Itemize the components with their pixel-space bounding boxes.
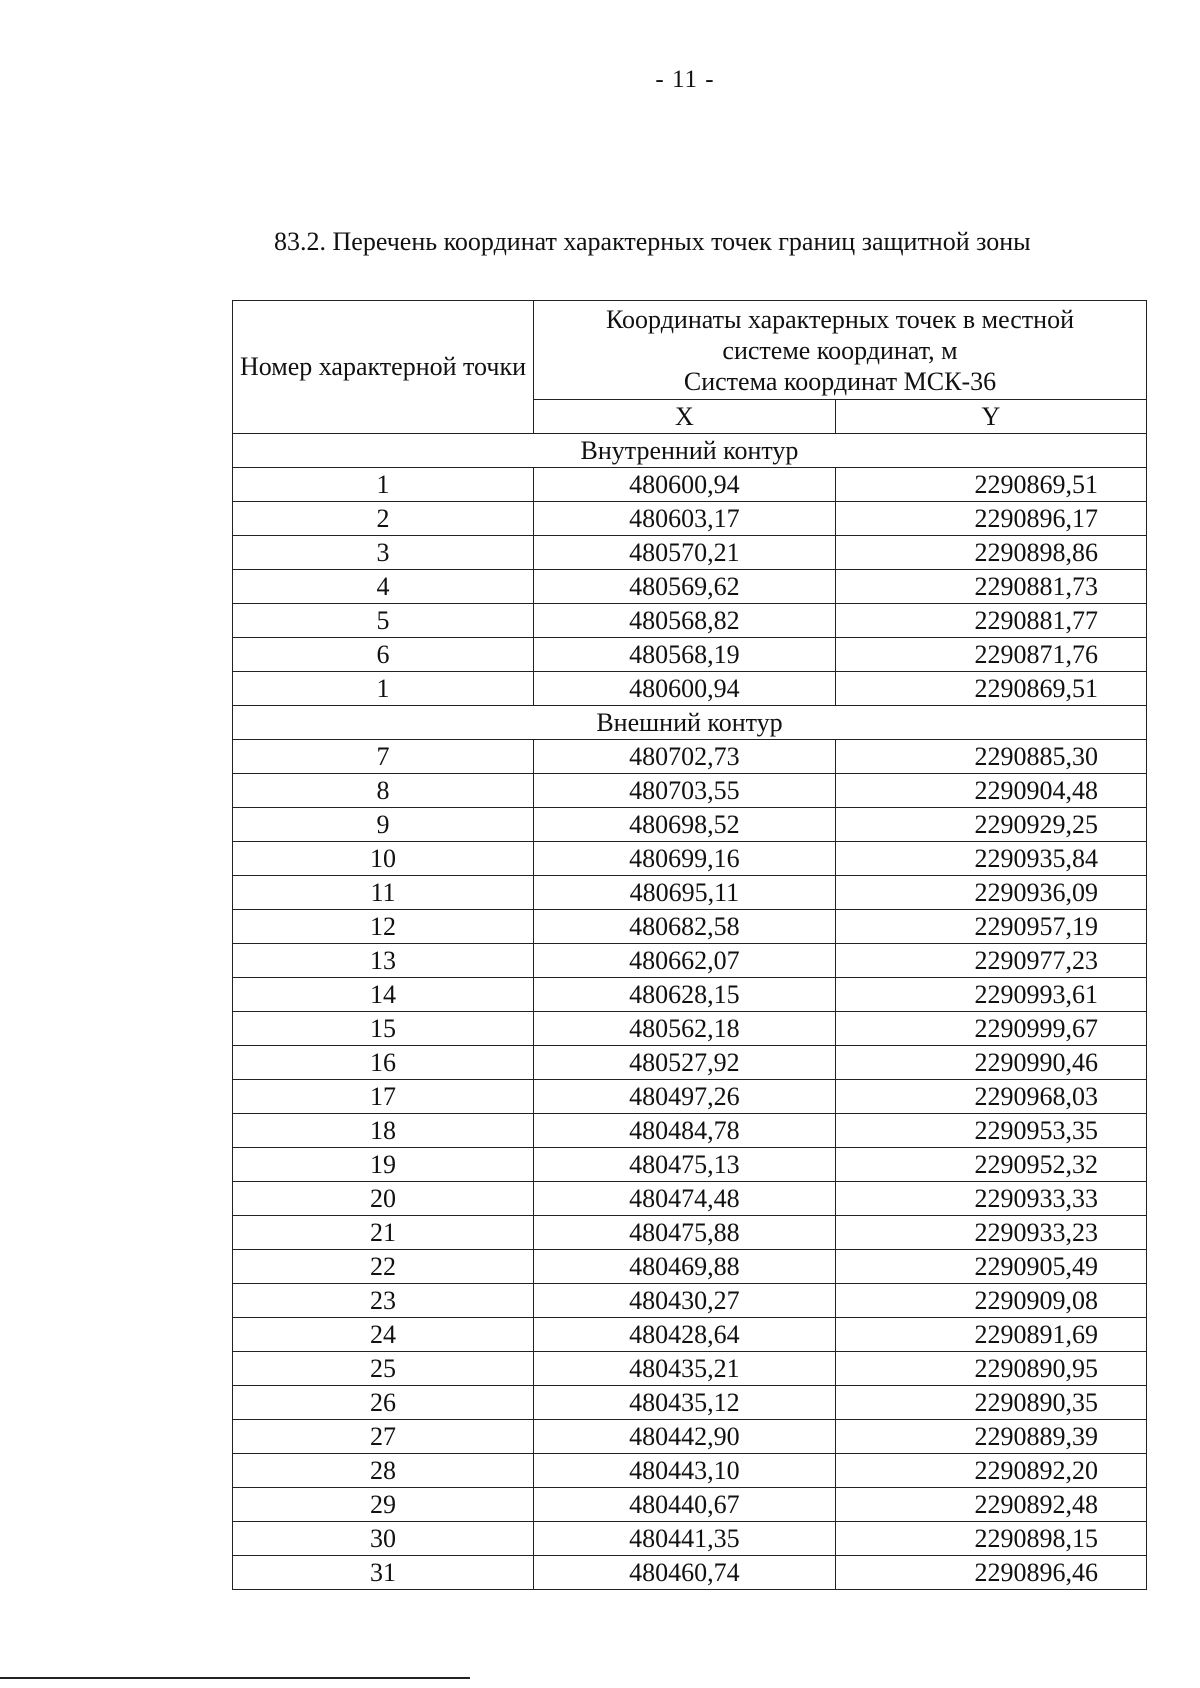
table-row xyxy=(233,1216,1147,1250)
table-row xyxy=(233,910,1147,944)
y-coordinate-cell: 2290871,76 xyxy=(835,638,1146,672)
point-number-cell: 5 xyxy=(233,604,534,638)
table-row xyxy=(233,1114,1147,1148)
point-number-cell: 22 xyxy=(233,1250,534,1284)
table-row xyxy=(233,944,1147,978)
y-coordinate-cell: 2290892,20 xyxy=(835,1454,1146,1488)
x-coordinate-cell: 480443,10 xyxy=(534,1454,836,1488)
point-number-cell: 16 xyxy=(233,1046,534,1080)
y-coordinate-cell: 2290881,73 xyxy=(835,570,1146,604)
coordinates-header-line2: системе координат, м xyxy=(722,335,958,365)
x-coordinate-cell: 480628,15 xyxy=(534,978,836,1012)
table-header-row xyxy=(233,301,1147,400)
coordinates-table xyxy=(232,300,1147,1590)
x-coordinate-cell: 480474,48 xyxy=(534,1182,836,1216)
point-number-cell: 28 xyxy=(233,1454,534,1488)
y-coordinate-cell: 2290935,84 xyxy=(835,842,1146,876)
y-coordinate-cell: 2290905,49 xyxy=(835,1250,1146,1284)
point-number-cell: 26 xyxy=(233,1386,534,1420)
y-coordinate-cell: 2290990,46 xyxy=(835,1046,1146,1080)
table-row xyxy=(233,1386,1147,1420)
coordinates-header-line1: Координаты характерных точек в местной xyxy=(605,304,1074,334)
y-coordinate-cell: 2290881,77 xyxy=(835,604,1146,638)
table-row xyxy=(233,672,1147,706)
coordinates-header xyxy=(534,301,1147,400)
x-coordinate-cell: 480435,12 xyxy=(534,1386,836,1420)
x-coordinate-cell: 480435,21 xyxy=(534,1352,836,1386)
x-coordinate-cell: 480475,88 xyxy=(534,1216,836,1250)
x-coordinate-cell: 480475,13 xyxy=(534,1148,836,1182)
table-row xyxy=(233,1046,1147,1080)
y-coordinate-cell: 2290936,09 xyxy=(835,876,1146,910)
point-number-cell: 29 xyxy=(233,1488,534,1522)
point-number-cell: 3 xyxy=(233,536,534,570)
y-coordinate-cell: 2290889,39 xyxy=(835,1420,1146,1454)
x-coordinate-cell: 480682,58 xyxy=(534,910,836,944)
point-number-cell: 27 xyxy=(233,1420,534,1454)
point-number-cell: 8 xyxy=(233,774,534,808)
x-coordinate-cell: 480469,88 xyxy=(534,1250,836,1284)
section-row xyxy=(233,434,1147,468)
y-coordinate-cell: 2290933,33 xyxy=(835,1182,1146,1216)
y-coordinate-cell: 2290890,95 xyxy=(835,1352,1146,1386)
bottom-rule xyxy=(0,1677,470,1679)
x-coordinate-cell: 480662,07 xyxy=(534,944,836,978)
y-coordinate-cell: 2290890,35 xyxy=(835,1386,1146,1420)
x-coordinate-cell: 480702,73 xyxy=(534,740,836,774)
table-row xyxy=(233,570,1147,604)
x-coordinate-cell: 480568,19 xyxy=(534,638,836,672)
x-coordinate-cell: 480569,62 xyxy=(534,570,836,604)
x-coordinate-cell: 480440,67 xyxy=(534,1488,836,1522)
table-row xyxy=(233,774,1147,808)
y-coordinate-cell: 2290869,51 xyxy=(835,468,1146,502)
point-number-cell: 12 xyxy=(233,910,534,944)
y-coordinate-cell: 2290898,86 xyxy=(835,536,1146,570)
table-row xyxy=(233,1454,1147,1488)
table-row xyxy=(233,468,1147,502)
y-coordinate-cell: 2290953,35 xyxy=(835,1114,1146,1148)
y-coordinate-cell: 2290993,61 xyxy=(835,978,1146,1012)
point-number-cell: 17 xyxy=(233,1080,534,1114)
point-number-cell: 10 xyxy=(233,842,534,876)
point-number-cell: 15 xyxy=(233,1012,534,1046)
table-row xyxy=(233,1012,1147,1046)
x-coordinate-cell: 480698,52 xyxy=(534,808,836,842)
x-coordinate-cell: 480600,94 xyxy=(534,468,836,502)
y-coordinate-cell: 2290896,46 xyxy=(835,1556,1146,1590)
point-number-cell: 14 xyxy=(233,978,534,1012)
point-number-header: Номер характерной точки xyxy=(233,301,534,434)
point-number-cell: 1 xyxy=(233,672,534,706)
y-coordinate-cell: 2290909,08 xyxy=(835,1284,1146,1318)
x-coordinate-cell: 480430,27 xyxy=(534,1284,836,1318)
x-coordinate-cell: 480484,78 xyxy=(534,1114,836,1148)
point-number-cell: 21 xyxy=(233,1216,534,1250)
table-row xyxy=(233,1522,1147,1556)
y-coordinate-cell: 2290885,30 xyxy=(835,740,1146,774)
y-coordinate-cell: 2290977,23 xyxy=(835,944,1146,978)
table-row xyxy=(233,1318,1147,1352)
table-row xyxy=(233,1556,1147,1590)
y-axis-header: Y xyxy=(835,400,1146,434)
coordinates-header-line3: Система координат МСК-36 xyxy=(683,366,997,396)
x-axis-header: X xyxy=(534,400,836,434)
table-row xyxy=(233,1352,1147,1386)
point-number-cell: 19 xyxy=(233,1148,534,1182)
section-title: 83.2. Перечень координат характерных точек границ защитной зоны xyxy=(274,227,1031,256)
point-number-cell: 2 xyxy=(233,502,534,536)
x-coordinate-cell: 480562,18 xyxy=(534,1012,836,1046)
y-coordinate-cell: 2290898,15 xyxy=(835,1522,1146,1556)
x-coordinate-cell: 480568,82 xyxy=(534,604,836,638)
point-number-cell: 25 xyxy=(233,1352,534,1386)
table-row xyxy=(233,876,1147,910)
page-number: - 11 - xyxy=(655,66,715,93)
point-number-cell: 30 xyxy=(233,1522,534,1556)
y-coordinate-cell: 2290891,69 xyxy=(835,1318,1146,1352)
section-row xyxy=(233,706,1147,740)
table-row xyxy=(233,740,1147,774)
y-coordinate-cell: 2290896,17 xyxy=(835,502,1146,536)
y-coordinate-cell: 2290892,48 xyxy=(835,1488,1146,1522)
table-row xyxy=(233,978,1147,1012)
table-row xyxy=(233,1284,1147,1318)
section-title-cell: Внешний контур xyxy=(233,706,1147,740)
point-number-cell: 1 xyxy=(233,468,534,502)
x-coordinate-cell: 480497,26 xyxy=(534,1080,836,1114)
table-row xyxy=(233,842,1147,876)
x-coordinate-cell: 480570,21 xyxy=(534,536,836,570)
table-row xyxy=(233,1080,1147,1114)
y-coordinate-cell: 2290999,67 xyxy=(835,1012,1146,1046)
table-row xyxy=(233,536,1147,570)
y-coordinate-cell: 2290904,48 xyxy=(835,774,1146,808)
table-row xyxy=(233,604,1147,638)
x-coordinate-cell: 480441,35 xyxy=(534,1522,836,1556)
point-number-cell: 7 xyxy=(233,740,534,774)
x-coordinate-cell: 480527,92 xyxy=(534,1046,836,1080)
point-number-cell: 11 xyxy=(233,876,534,910)
table-row xyxy=(233,1182,1147,1216)
x-coordinate-cell: 480603,17 xyxy=(534,502,836,536)
point-number-cell: 20 xyxy=(233,1182,534,1216)
x-coordinate-cell: 480460,74 xyxy=(534,1556,836,1590)
x-coordinate-cell: 480699,16 xyxy=(534,842,836,876)
y-coordinate-cell: 2290968,03 xyxy=(835,1080,1146,1114)
table-row xyxy=(233,638,1147,672)
x-coordinate-cell: 480600,94 xyxy=(534,672,836,706)
table-row xyxy=(233,502,1147,536)
y-coordinate-cell: 2290933,23 xyxy=(835,1216,1146,1250)
x-coordinate-cell: 480428,64 xyxy=(534,1318,836,1352)
y-coordinate-cell: 2290869,51 xyxy=(835,672,1146,706)
x-coordinate-cell: 480442,90 xyxy=(534,1420,836,1454)
point-number-cell: 6 xyxy=(233,638,534,672)
point-number-cell: 13 xyxy=(233,944,534,978)
point-number-cell: 31 xyxy=(233,1556,534,1590)
table-row xyxy=(233,808,1147,842)
table-row xyxy=(233,1148,1147,1182)
x-coordinate-cell: 480695,11 xyxy=(534,876,836,910)
x-coordinate-cell: 480703,55 xyxy=(534,774,836,808)
table-row xyxy=(233,1420,1147,1454)
point-number-cell: 23 xyxy=(233,1284,534,1318)
point-number-cell: 4 xyxy=(233,570,534,604)
point-number-cell: 9 xyxy=(233,808,534,842)
point-number-cell: 24 xyxy=(233,1318,534,1352)
point-number-cell: 18 xyxy=(233,1114,534,1148)
section-title-cell: Внутренний контур xyxy=(233,434,1147,468)
table-row xyxy=(233,1250,1147,1284)
y-coordinate-cell: 2290952,32 xyxy=(835,1148,1146,1182)
table-row xyxy=(233,1488,1147,1522)
coordinates-table-body xyxy=(233,301,1147,1590)
y-coordinate-cell: 2290929,25 xyxy=(835,808,1146,842)
y-coordinate-cell: 2290957,19 xyxy=(835,910,1146,944)
